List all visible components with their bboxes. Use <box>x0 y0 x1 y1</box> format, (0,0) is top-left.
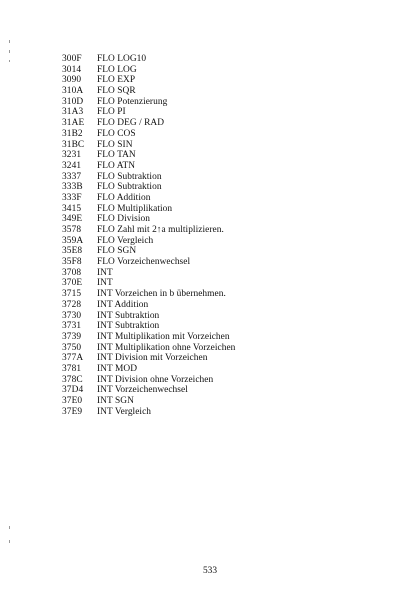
routine-address: 310D <box>62 96 84 107</box>
routine-address: 35F8 <box>62 257 82 268</box>
routine-description: FLO SIN <box>97 139 133 150</box>
binding-mark <box>9 60 10 62</box>
list-item <box>62 214 392 225</box>
list-item <box>62 225 392 236</box>
routine-description: FLO SGN <box>97 246 137 257</box>
routine-description: INT <box>97 267 113 278</box>
list-item <box>62 321 392 332</box>
list-item <box>62 86 392 97</box>
binding-mark <box>9 540 10 543</box>
list-item <box>62 343 392 354</box>
list-item <box>62 257 392 268</box>
list-item <box>62 278 392 289</box>
list-item <box>62 172 392 183</box>
list-item <box>62 407 392 418</box>
routine-description: FLO PI <box>97 107 126 118</box>
routine-address: 3090 <box>62 75 82 86</box>
routine-address: 3415 <box>62 203 82 214</box>
routine-description: INT <box>97 278 113 289</box>
list-item <box>62 332 392 343</box>
list-item <box>62 150 392 161</box>
routine-address: 3014 <box>62 64 82 75</box>
list-item <box>62 396 392 407</box>
routine-description: FLO SQR <box>97 86 136 97</box>
list-item <box>62 236 392 247</box>
page-number: 533 <box>202 566 218 576</box>
routine-description: INT Subtraktion <box>97 321 160 332</box>
routine-description: FLO COS <box>97 128 136 139</box>
routine-description: FLO Division <box>97 214 150 225</box>
routine-address: 35E8 <box>62 246 83 257</box>
routine-description: INT Division mit Vorzeichen <box>97 353 208 364</box>
binding-mark <box>9 40 10 43</box>
list-item <box>62 204 392 215</box>
routine-address: 37D4 <box>62 385 84 396</box>
list-item <box>62 246 392 257</box>
routine-description: FLO Multiplikation <box>97 203 173 214</box>
list-item <box>62 75 392 86</box>
routine-address: 31B2 <box>62 128 83 139</box>
routine-description: FLO Subtraktion <box>97 182 162 193</box>
routine-description: INT Vergleich <box>97 406 152 417</box>
routine-description: FLO LOG10 <box>97 54 147 64</box>
list-item <box>62 268 392 279</box>
routine-address: 359A <box>62 235 84 246</box>
list-item <box>62 375 392 386</box>
routine-address: 378C <box>62 374 83 385</box>
list-item <box>62 353 392 364</box>
routine-description: INT Addition <box>97 299 149 310</box>
list-item <box>62 54 392 65</box>
routine-description: INT MOD <box>97 363 138 374</box>
routine-address: 3739 <box>62 331 82 342</box>
routine-address: 3231 <box>62 150 82 161</box>
list-item <box>62 107 392 118</box>
routine-description: INT Multiplikation mit Vorzeichen <box>97 331 230 342</box>
routine-address: 3728 <box>62 299 82 310</box>
routine-description: FLO DEG / RAD <box>97 118 165 129</box>
routine-description: FLO Potenzierung <box>97 96 168 107</box>
list-item <box>62 364 392 375</box>
routine-address: 377A <box>62 353 84 364</box>
routine-address: 3781 <box>62 363 82 374</box>
routine-address: 333F <box>62 192 82 203</box>
routine-description: FLO Vergleich <box>97 235 154 246</box>
list-item <box>62 97 392 108</box>
routine-address: 31AE <box>62 118 85 129</box>
routine-address: 3750 <box>62 342 82 353</box>
list-item <box>62 193 392 204</box>
routine-address: 3578 <box>62 225 82 235</box>
list-item <box>62 300 392 311</box>
routine-address: 370E <box>62 278 83 289</box>
routine-description: INT SGN <box>97 396 134 406</box>
routine-address: 37E0 <box>62 396 83 406</box>
list-item <box>62 289 392 300</box>
list-item <box>62 129 392 140</box>
routine-address: 3337 <box>62 171 82 182</box>
routine-address: 3708 <box>62 267 82 278</box>
routine-address: 3730 <box>62 310 82 321</box>
list-item <box>62 311 392 322</box>
routine-description: INT Subtraktion <box>97 310 160 321</box>
list-item <box>62 118 392 129</box>
binding-mark <box>9 50 10 53</box>
routine-address: 333B <box>62 182 83 193</box>
routine-description: INT Vorzeichenwechsel <box>97 385 188 396</box>
routine-description: FLO Zahl mit 2↑a multiplizieren. <box>97 225 224 235</box>
list-item <box>62 140 392 151</box>
routine-description: INT Vorzeichen in b übernehmen. <box>97 289 226 300</box>
routine-address: 3241 <box>62 160 82 171</box>
list-item <box>62 385 392 396</box>
list-item <box>62 65 392 76</box>
routine-description: FLO ATN <box>97 160 136 171</box>
routine-description: FLO EXP <box>97 75 136 86</box>
routine-address: 31BC <box>62 139 85 150</box>
binding-mark <box>9 526 10 529</box>
routine-address: 3715 <box>62 289 82 300</box>
routine-description: FLO Addition <box>97 192 151 203</box>
routine-address-list <box>62 54 392 417</box>
routine-address: 349E <box>62 214 83 225</box>
routine-address: 300F <box>62 54 82 64</box>
list-item <box>62 161 392 172</box>
routine-description: FLO LOG <box>97 64 137 75</box>
routine-address: 310A <box>62 86 84 97</box>
routine-description: INT Division ohne Vorzeichen <box>97 374 214 385</box>
list-item <box>62 182 392 193</box>
routine-description: FLO Subtraktion <box>97 171 162 182</box>
routine-address: 37E9 <box>62 406 83 417</box>
routine-description: INT Multiplikation ohne Vorzeichen <box>97 342 236 353</box>
routine-address: 31A3 <box>62 107 84 118</box>
routine-description: FLO Vorzeichenwechsel <box>97 257 191 268</box>
routine-description: FLO TAN <box>97 150 136 161</box>
routine-address: 3731 <box>62 321 82 332</box>
